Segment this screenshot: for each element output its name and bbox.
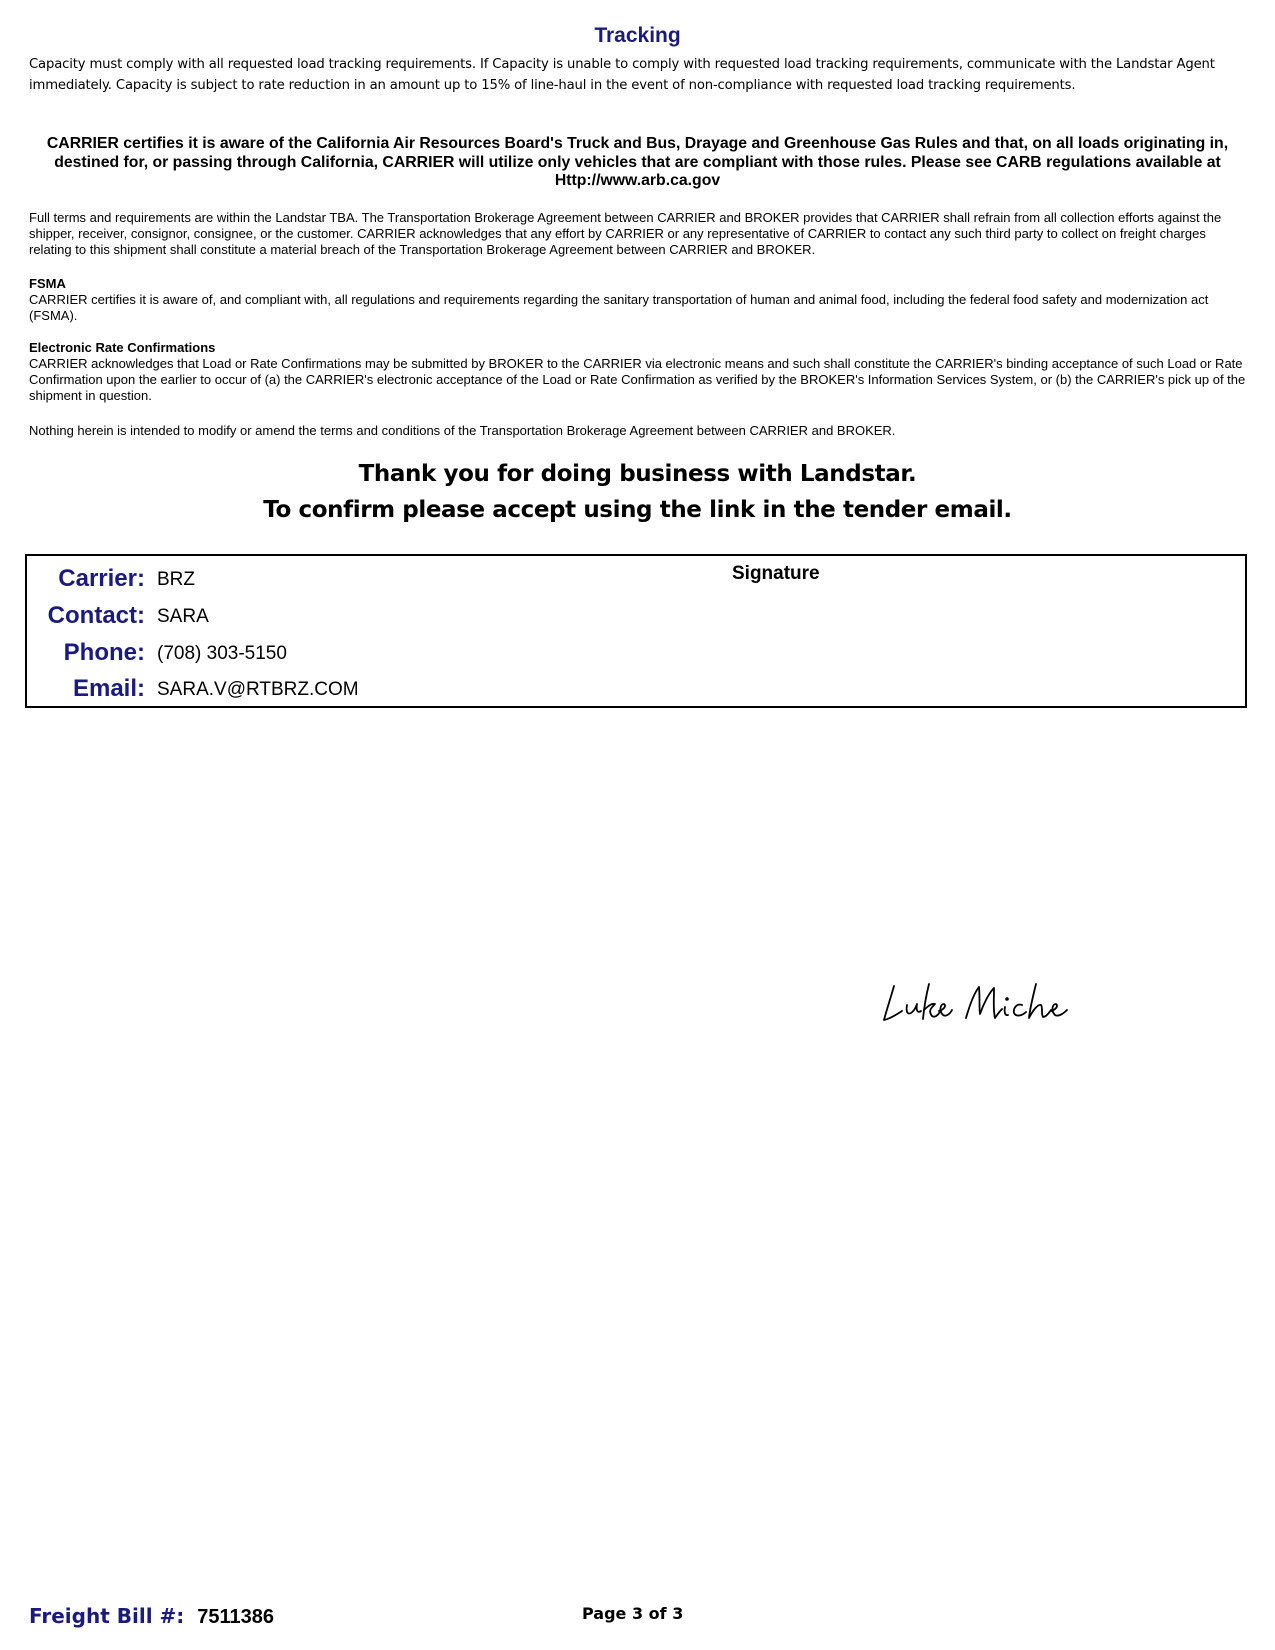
contact-value: SARA <box>157 606 209 627</box>
contact-label: Contact: <box>47 602 145 629</box>
tracking-paragraph: Capacity must comply with all requested load tracking requirements. If Capacity is unable to comply with requested load tracking requirements, communicate with the Landstar Agent immediately. Capacity is subject to rate reduction in an amount up to 15% of line-haul in the event of non-compliance with requested load tracking requirements. <box>29 57 1215 93</box>
page-number: Page 3 of 3 <box>582 1604 684 1623</box>
electronic-rate-section <box>29 340 1251 404</box>
freight-bill <box>29 1604 274 1629</box>
email-value: SARA.V@RTBRZ.COM <box>157 679 359 700</box>
signature-label: Signature <box>732 563 820 584</box>
phone-label: Phone: <box>63 639 145 666</box>
carrier-value: BRZ <box>157 569 195 590</box>
nothing-herein-paragraph: Nothing herein is intended to modify or amend the terms and conditions of the Transportation Brokerage Agreement between CARRIER and BROKER. <box>29 423 896 438</box>
carrier-label: Carrier: <box>58 565 145 592</box>
email-label: Email: <box>72 675 145 702</box>
fsma-section <box>29 276 1251 324</box>
fsma-body: CARRIER certifies it is aware of, and compliant with, all regulations and requirements regarding the sanitary transportation of human and animal food, including the federal food safety and modernization act (FSMA). <box>29 292 1209 323</box>
thank-you-line: Thank you for doing business with Landstar. <box>358 461 917 487</box>
handwritten-signature <box>880 978 1080 1028</box>
contact-row <box>27 602 707 632</box>
phone-row <box>27 639 707 669</box>
tracking-title: Tracking <box>594 24 681 47</box>
carrier-contact-box <box>25 554 1247 708</box>
thank-you-message <box>0 456 1275 528</box>
terms-paragraph: Full terms and requirements are within the Landstar TBA. The Transportation Brokerage Agreement between CARRIER and BROKER provides that CARRIER shall refrain from all collection efforts against the shipper, receiver, consignor, consignee, or the customer. CARRIER acknowledges that any effort by CARRIER or any representative of CARRIER to contact any such third party to collect on freight charges relating to this shipment shall constitute a material breach of the Transportation Brokerage Agreement between CARRIER and BROKER. <box>29 210 1222 257</box>
phone-value: (708) 303-5150 <box>157 643 287 664</box>
electronic-rate-body: CARRIER acknowledges that Load or Rate Confirmations may be submitted by BROKER to the CARRIER via electronic means and such shall constitute the CARRIER's binding acceptance of such Load or Rate Confirmation upon the earlier to occur of (a) the CARRIER's electronic acceptance of the Load or Rate Confirmation as verified by the BROKER's Information Services System, or (b) the CARRIER's pick up of the shipment in question. <box>29 356 1246 403</box>
freight-bill-label: Freight Bill #: <box>29 1604 185 1628</box>
electronic-rate-heading: Electronic Rate Confirmations <box>29 340 216 355</box>
carrier-row <box>27 565 707 595</box>
confirm-instruction-line: To confirm please accept using the link in the tender email. <box>263 497 1012 523</box>
fsma-heading: FSMA <box>29 276 66 291</box>
freight-bill-number: 7511386 <box>197 1606 275 1628</box>
carb-notice: CARRIER certifies it is aware of the California Air Resources Board's Truck and Bus, Drayage and Greenhouse Gas Rules and that, on all loads originating in, destined for, or passing through California, CARRIER will utilize only vehicles that are compliant with those rules. Please see CARB regulations available at Http://www.arb.ca.gov <box>46 135 1229 189</box>
email-row <box>27 675 707 705</box>
